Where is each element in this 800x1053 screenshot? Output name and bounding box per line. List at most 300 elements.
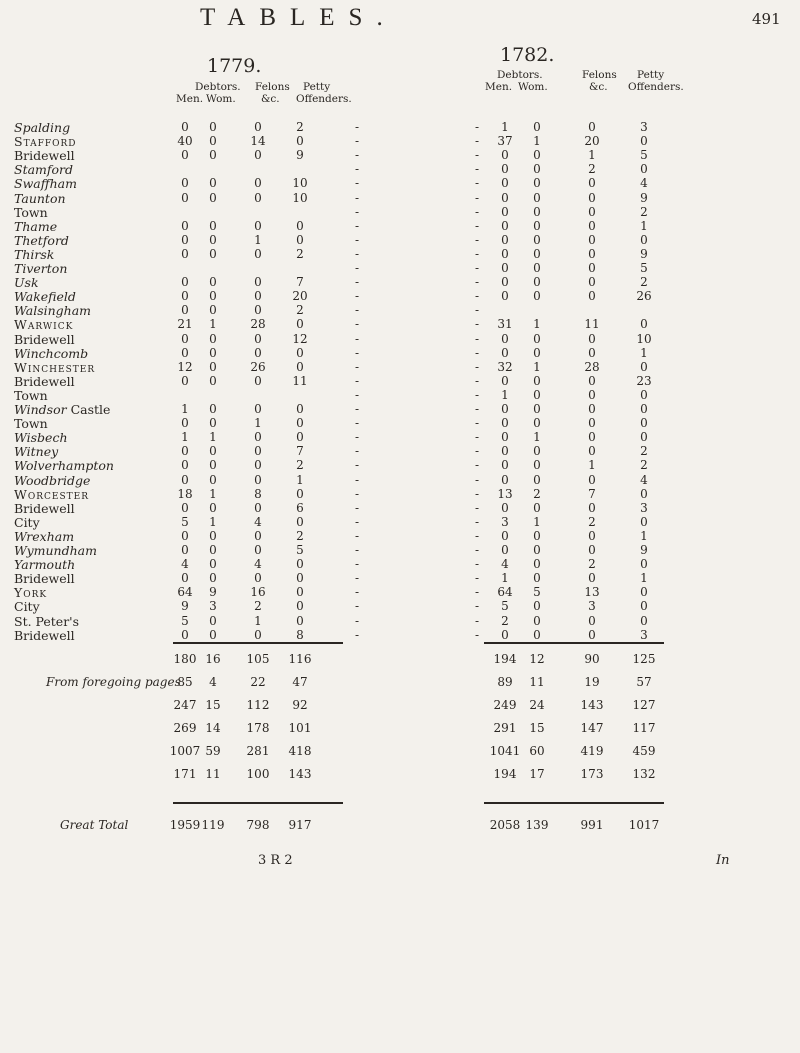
sum-cell-1782: 249 xyxy=(493,698,517,712)
cell-1782: 0 xyxy=(533,345,541,360)
cell-1779: 0 xyxy=(209,627,217,642)
cell-1782: 0 xyxy=(533,176,541,191)
cell-1779: 5 xyxy=(181,514,189,529)
leader-dash: - xyxy=(355,359,360,374)
leader-dash: - xyxy=(355,627,360,642)
sum-cell-1782: 173 xyxy=(580,767,604,781)
cell-1782: 0 xyxy=(501,204,509,219)
cell-1779: 0 xyxy=(296,416,304,431)
cell-1782: 0 xyxy=(588,190,596,205)
cell-1782: 0 xyxy=(588,331,596,346)
cell-1782: 0 xyxy=(640,402,648,416)
cell-1782: 0 xyxy=(501,472,509,487)
sum-rule-left xyxy=(173,642,343,644)
cell-1782: 0 xyxy=(533,218,541,233)
great-total-1779: 1959 xyxy=(169,818,201,832)
place-label: Thirsk xyxy=(14,246,55,262)
cell-1779: 1 xyxy=(254,232,262,247)
cell-1779: 0 xyxy=(296,345,304,360)
cell-1782: 0 xyxy=(501,289,509,304)
leader-dash: - xyxy=(475,275,480,290)
cell-1779: 0 xyxy=(296,486,304,501)
cell-1779: 4 xyxy=(254,557,262,572)
place-label: Wakefield xyxy=(14,289,76,305)
cell-1779: 0 xyxy=(209,275,217,290)
sum-cell-1779: 105 xyxy=(246,652,270,666)
cell-1782: 0 xyxy=(501,331,509,346)
leader-dash: - xyxy=(355,528,360,543)
cell-1779: 0 xyxy=(296,599,304,614)
cell-1782: 1 xyxy=(533,514,541,529)
cell-1779: 0 xyxy=(209,543,217,557)
cell-1782: 0 xyxy=(640,359,648,374)
sum-cell-1782: 1041 xyxy=(489,744,521,758)
cell-1782: 0 xyxy=(640,317,648,332)
cell-1779: 1 xyxy=(209,430,217,445)
leader-dash: - xyxy=(355,486,360,501)
leader-dash: - xyxy=(355,176,360,191)
sum-cell-1779: 16 xyxy=(205,652,221,666)
sum-cell-1782: 19 xyxy=(584,675,600,689)
cell-1779: 0 xyxy=(254,176,262,191)
cell-1779: 0 xyxy=(209,289,217,304)
cell-1782: 0 xyxy=(533,444,541,459)
cell-1782: 0 xyxy=(640,585,648,600)
cell-1782: 0 xyxy=(640,486,648,501)
cell-1779: 0 xyxy=(296,613,304,628)
cell-1782: 2 xyxy=(640,458,648,473)
cell-1782: 64 xyxy=(497,585,513,600)
leader-dash: - xyxy=(475,571,480,586)
sum-cell-1779: 418 xyxy=(288,744,312,758)
cell-1782: 0 xyxy=(588,543,596,557)
place-label: City xyxy=(14,599,40,615)
place-label: Wrexham xyxy=(14,528,75,544)
leader-dash: - xyxy=(475,486,480,501)
place-label: St. Peter's xyxy=(14,613,80,629)
cell-1782: 13 xyxy=(497,486,513,501)
cell-1779: 0 xyxy=(296,232,304,247)
leader-dash: - xyxy=(355,500,360,515)
cell-1782: 0 xyxy=(501,500,509,515)
cell-1782: 0 xyxy=(588,204,596,219)
sum-cell-1782: 143 xyxy=(580,698,604,712)
leader-dash: - xyxy=(355,162,360,177)
cell-1779: 0 xyxy=(181,218,189,233)
leader-dash: - xyxy=(475,444,480,459)
cell-1782: 1 xyxy=(501,387,509,402)
great-total-1782: 1017 xyxy=(628,818,660,832)
sum-cell-1782: 15 xyxy=(529,721,545,735)
cell-1779: 0 xyxy=(209,120,217,134)
cell-1779: 0 xyxy=(209,359,217,374)
cell-1779: 0 xyxy=(296,402,304,416)
cell-1779: 1 xyxy=(209,514,217,529)
cell-1782: 3 xyxy=(640,500,648,515)
page-number: 491 xyxy=(752,10,781,28)
cell-1779: 10 xyxy=(292,190,308,205)
cell-1782: 0 xyxy=(640,599,648,614)
leader-dash: - xyxy=(355,303,360,318)
cell-1779: 0 xyxy=(181,289,189,304)
cell-1782: 5 xyxy=(501,599,509,614)
great-total-1779: 119 xyxy=(201,818,225,832)
leader-dash: - xyxy=(475,120,480,134)
cell-1782: 0 xyxy=(533,373,541,388)
cell-1782: 0 xyxy=(640,613,648,628)
cell-1782: 0 xyxy=(533,246,541,261)
place-label: Town xyxy=(14,204,48,220)
cell-1782: 26 xyxy=(636,289,652,304)
place-label: Stamford xyxy=(14,162,74,178)
cell-1779: 7 xyxy=(296,444,304,459)
sum-cell-1779: 11 xyxy=(205,767,221,781)
leader-dash: - xyxy=(355,430,360,445)
cell-1779: 0 xyxy=(209,176,217,191)
header-petty-sub-left: Offenders. xyxy=(296,93,352,105)
cell-1782: 2 xyxy=(640,275,648,290)
sum-cell-1779: 4 xyxy=(209,675,217,689)
cell-1779: 0 xyxy=(181,120,189,134)
place-label: Taunton xyxy=(14,190,66,206)
leader-dash: - xyxy=(355,148,360,163)
cell-1782: 1 xyxy=(533,430,541,445)
cell-1782: 2 xyxy=(640,204,648,219)
cell-1779: 0 xyxy=(209,458,217,473)
cell-1779: 0 xyxy=(181,416,189,431)
cell-1779: 8 xyxy=(254,486,262,501)
cell-1779: 1 xyxy=(181,402,189,416)
sum-cell-1779: 281 xyxy=(246,744,270,758)
sum-cell-1779: 47 xyxy=(292,675,308,689)
cell-1782: 0 xyxy=(501,627,509,642)
cell-1779: 0 xyxy=(181,571,189,586)
year-1782: 1782. xyxy=(500,44,555,66)
sum-cell-1782: 60 xyxy=(529,744,545,758)
great-total-1779: 917 xyxy=(288,818,312,832)
cell-1779: 0 xyxy=(181,190,189,205)
great-total-1782: 991 xyxy=(580,818,604,832)
leader-dash: - xyxy=(475,261,480,275)
cell-1779: 9 xyxy=(296,148,304,163)
cell-1779: 0 xyxy=(209,218,217,233)
cell-1782: 0 xyxy=(533,571,541,586)
cell-1779: 0 xyxy=(254,458,262,473)
great-total-1782: 2058 xyxy=(489,818,521,832)
leader-dash: - xyxy=(475,585,480,600)
leader-dash: - xyxy=(475,557,480,572)
cell-1779: 0 xyxy=(296,430,304,445)
cell-1779: 6 xyxy=(296,500,304,515)
sum-cell-1782: 125 xyxy=(632,652,656,666)
cell-1779: 1 xyxy=(254,613,262,628)
place-label: City xyxy=(14,514,40,530)
cell-1782: 4 xyxy=(501,557,509,572)
place-label: Bridewell xyxy=(14,500,75,516)
leader-dash: - xyxy=(475,359,480,374)
cell-1779: 0 xyxy=(254,120,262,134)
leader-dash: - xyxy=(475,528,480,543)
leader-dash: - xyxy=(475,472,480,487)
place-label: York xyxy=(14,585,48,601)
sum-cell-1779: 85 xyxy=(177,675,193,689)
leader-dash: - xyxy=(475,458,480,473)
sum-cell-1779: 269 xyxy=(173,721,197,735)
leader-dash: - xyxy=(355,472,360,487)
leader-dash: - xyxy=(475,543,480,557)
cell-1782: 4 xyxy=(640,472,648,487)
cell-1782: 0 xyxy=(588,373,596,388)
sum-cell-1779: 171 xyxy=(173,767,197,781)
cell-1779: 0 xyxy=(296,514,304,529)
leader-dash: - xyxy=(475,289,480,304)
place-label: Bridewell xyxy=(14,373,75,389)
cell-1782: 0 xyxy=(588,500,596,515)
cell-1782: 10 xyxy=(636,331,652,346)
leader-dash: - xyxy=(475,190,480,205)
cell-1782: 1 xyxy=(533,134,541,149)
cell-1782: 4 xyxy=(640,176,648,191)
page-title: TABLES. xyxy=(200,4,397,31)
cell-1782: 0 xyxy=(640,557,648,572)
cell-1779: 0 xyxy=(254,472,262,487)
header-men-right: Men. xyxy=(485,81,513,93)
cell-1782: 0 xyxy=(533,500,541,515)
sum-cell-1779: 116 xyxy=(288,652,312,666)
place-label: Town xyxy=(14,416,48,432)
sum-cell-1779: 1007 xyxy=(169,744,201,758)
cell-1779: 2 xyxy=(296,246,304,261)
cell-1779: 0 xyxy=(254,528,262,543)
leader-dash: - xyxy=(475,402,480,416)
place-label: Wolverhampton xyxy=(14,458,114,474)
header-felons-sub-left: &c. xyxy=(261,93,280,105)
cell-1779: 1 xyxy=(296,472,304,487)
leader-dash: - xyxy=(475,134,480,149)
cell-1782: 0 xyxy=(501,430,509,445)
cell-1779: 0 xyxy=(254,402,262,416)
place-label: Winchcomb xyxy=(14,345,89,361)
cell-1779: 0 xyxy=(209,303,217,318)
cell-1782: 0 xyxy=(533,289,541,304)
cell-1779: 0 xyxy=(296,359,304,374)
cell-1782: 1 xyxy=(501,571,509,586)
cell-1782: 0 xyxy=(501,402,509,416)
leader-dash: - xyxy=(355,289,360,304)
leader-dash: - xyxy=(355,275,360,290)
cell-1782: 0 xyxy=(501,148,509,163)
place-label: Thame xyxy=(14,218,58,234)
cell-1779: 40 xyxy=(177,134,193,149)
leader-dash: - xyxy=(355,571,360,586)
cell-1782: 0 xyxy=(533,528,541,543)
cell-1782: 3 xyxy=(640,627,648,642)
cell-1782: 0 xyxy=(501,543,509,557)
leader-dash: - xyxy=(355,317,360,332)
cell-1782: 0 xyxy=(640,430,648,445)
cell-1782: 0 xyxy=(533,627,541,642)
leader-dash: - xyxy=(355,458,360,473)
place-label: Walsingham xyxy=(14,303,92,319)
cell-1779: 8 xyxy=(296,627,304,642)
cell-1782: 0 xyxy=(501,416,509,431)
leader-dash: - xyxy=(355,444,360,459)
place-label: Usk xyxy=(14,275,39,291)
cell-1779: 0 xyxy=(296,585,304,600)
cell-1779: 0 xyxy=(181,373,189,388)
cell-1782: 0 xyxy=(501,261,509,275)
cell-1779: 0 xyxy=(209,134,217,149)
cell-1782: 0 xyxy=(533,120,541,134)
header-felons-right: Felons xyxy=(582,69,617,81)
leader-dash: - xyxy=(475,345,480,360)
cell-1782: 2 xyxy=(588,162,596,177)
leader-dash: - xyxy=(475,514,480,529)
header-petty-left: Petty xyxy=(303,81,331,93)
cell-1782: 0 xyxy=(588,176,596,191)
sum-cell-1779: 112 xyxy=(246,698,270,712)
cell-1779: 0 xyxy=(209,613,217,628)
cell-1782: 0 xyxy=(588,613,596,628)
cell-1779: 2 xyxy=(254,599,262,614)
sum-cell-1779: 100 xyxy=(246,767,270,781)
cell-1782: 0 xyxy=(501,218,509,233)
sum-cell-1779: 59 xyxy=(205,744,221,758)
cell-1779: 0 xyxy=(254,345,262,360)
sum-cell-1782: 17 xyxy=(529,767,545,781)
total-rule-left xyxy=(173,802,343,804)
sum-cell-1779: 247 xyxy=(173,698,197,712)
sum-rule-right xyxy=(484,642,664,644)
cell-1779: 21 xyxy=(177,317,193,332)
cell-1779: 16 xyxy=(250,585,266,600)
cell-1782: 1 xyxy=(588,148,596,163)
cell-1779: 0 xyxy=(296,557,304,572)
cell-1779: 0 xyxy=(254,373,262,388)
cell-1782: 0 xyxy=(640,387,648,402)
cell-1779: 0 xyxy=(254,303,262,318)
cell-1779: 11 xyxy=(292,373,308,388)
leader-dash: - xyxy=(475,303,480,318)
cell-1779: 0 xyxy=(209,500,217,515)
sum-cell-1782: 419 xyxy=(580,744,604,758)
cell-1782: 1 xyxy=(640,218,648,233)
cell-1782: 0 xyxy=(640,416,648,431)
leader-dash: - xyxy=(475,373,480,388)
cell-1779: 0 xyxy=(181,543,189,557)
leader-dash: - xyxy=(355,134,360,149)
header-debtors-left: Debtors. xyxy=(195,81,241,93)
cell-1779: 0 xyxy=(296,317,304,332)
cell-1782: 0 xyxy=(533,402,541,416)
leader-dash: - xyxy=(355,190,360,205)
place-label: Bridewell xyxy=(14,627,75,643)
great-total-1782: 139 xyxy=(525,818,549,832)
leader-dash: - xyxy=(355,387,360,402)
leader-dash: - xyxy=(355,218,360,233)
cell-1779: 3 xyxy=(209,599,217,614)
header-men-left: Men. xyxy=(176,93,204,105)
leader-dash: - xyxy=(475,148,480,163)
leader-dash: - xyxy=(355,599,360,614)
cell-1782: 0 xyxy=(588,120,596,134)
cell-1779: 0 xyxy=(209,444,217,459)
cell-1782: 28 xyxy=(584,359,600,374)
cell-1782: 9 xyxy=(640,246,648,261)
cell-1782: 2 xyxy=(640,444,648,459)
cell-1779: 0 xyxy=(254,148,262,163)
cell-1782: 9 xyxy=(640,190,648,205)
leader-dash: - xyxy=(355,543,360,557)
cell-1782: 0 xyxy=(588,444,596,459)
sum-cell-1782: 147 xyxy=(580,721,604,735)
cell-1779: 1 xyxy=(181,430,189,445)
cell-1782: 0 xyxy=(533,162,541,177)
leader-dash: - xyxy=(355,557,360,572)
cell-1782: 1 xyxy=(640,571,648,586)
cell-1782: 0 xyxy=(588,345,596,360)
cell-1782: 0 xyxy=(588,289,596,304)
cell-1782: 0 xyxy=(501,190,509,205)
cell-1782: 0 xyxy=(588,232,596,247)
year-1779: 1779. xyxy=(207,55,262,77)
leader-dash: - xyxy=(355,345,360,360)
place-label: Winchester xyxy=(14,359,96,375)
cell-1779: 0 xyxy=(181,148,189,163)
leader-dash: - xyxy=(355,204,360,219)
leader-dash: - xyxy=(355,261,360,275)
leader-dash: - xyxy=(475,176,480,191)
cell-1782: 1 xyxy=(588,458,596,473)
cell-1779: 14 xyxy=(250,134,266,149)
place-label: Woodbridge xyxy=(14,472,91,488)
place-label: Swaffham xyxy=(14,176,77,192)
catchword: In xyxy=(716,853,730,868)
leader-dash: - xyxy=(355,120,360,134)
cell-1782: 11 xyxy=(584,317,600,332)
cell-1779: 28 xyxy=(250,317,266,332)
header-petty-sub-right: Offenders. xyxy=(628,81,684,93)
sum-cell-1782: 89 xyxy=(497,675,513,689)
place-label: Yarmouth xyxy=(14,557,76,573)
header-wom-right: Wom. xyxy=(518,81,548,93)
cell-1779: 0 xyxy=(296,134,304,149)
leader-dash: - xyxy=(355,373,360,388)
cell-1782: 31 xyxy=(497,317,513,332)
cell-1779: 0 xyxy=(254,331,262,346)
cell-1779: 12 xyxy=(292,331,308,346)
cell-1779: 0 xyxy=(209,571,217,586)
cell-1782: 0 xyxy=(588,402,596,416)
cell-1782: 0 xyxy=(533,472,541,487)
cell-1782: 3 xyxy=(640,120,648,134)
leader-dash: - xyxy=(475,613,480,628)
cell-1779: 0 xyxy=(209,373,217,388)
leader-dash: - xyxy=(475,246,480,261)
great-total-label: Great Total xyxy=(60,818,129,832)
cell-1782: 0 xyxy=(501,528,509,543)
leader-dash: - xyxy=(355,402,360,416)
cell-1782: 3 xyxy=(501,514,509,529)
cell-1782: 0 xyxy=(588,387,596,402)
cell-1779: 4 xyxy=(181,557,189,572)
cell-1779: 4 xyxy=(254,514,262,529)
cell-1782: 0 xyxy=(588,528,596,543)
cell-1782: 0 xyxy=(501,444,509,459)
cell-1779: 0 xyxy=(254,275,262,290)
leader-dash: - xyxy=(475,218,480,233)
cell-1782: 5 xyxy=(533,585,541,600)
